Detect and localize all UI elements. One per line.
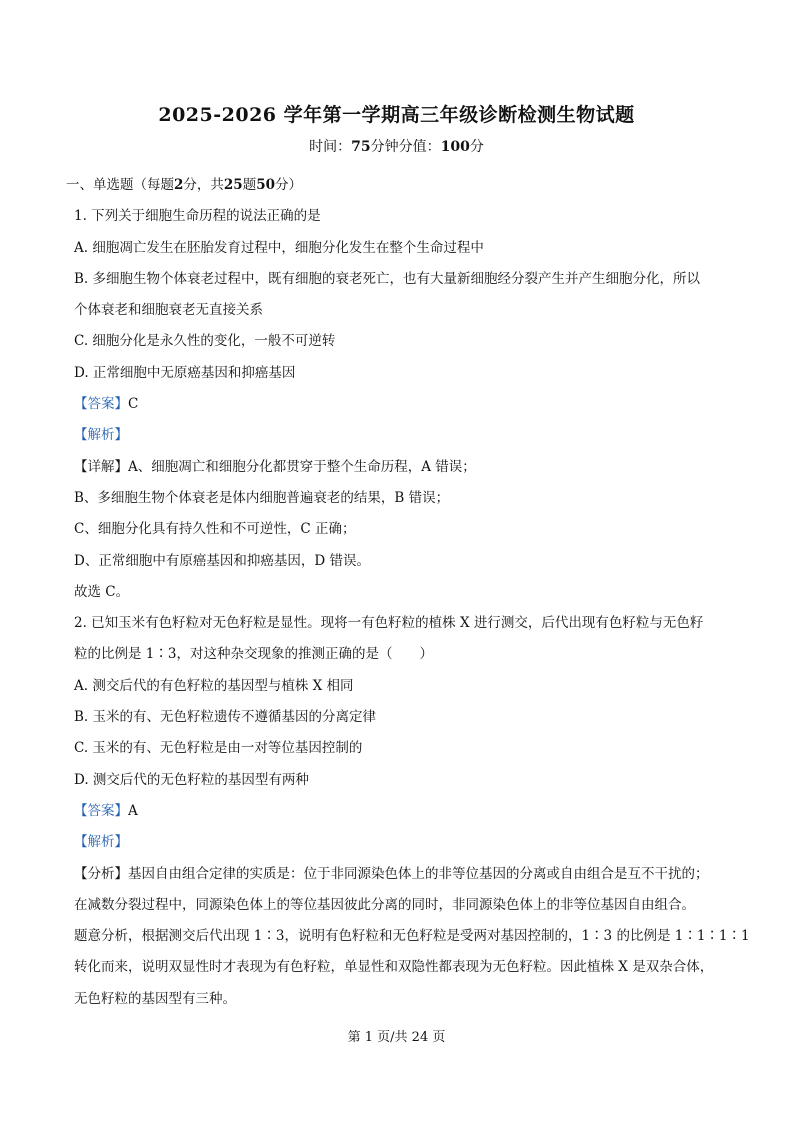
q2-fenxi-3: 题意分析，根据测交后代出现 1∶3，说明有色籽粒和无色籽粒是受两对基因控制的，1∶3 的比例是 1∶1∶1∶1 — [74, 928, 750, 945]
exam-meta — [0, 136, 793, 156]
q1-option-b-line1: B. 多细胞生物个体衰老过程中，既有细胞的衰老死亡，也有大量新细胞经分裂产生并产生细胞分化，所以 — [74, 270, 701, 287]
q2-option-d: D. 测交后代的无色籽粒的基因型有两种 — [74, 771, 309, 788]
q1-conclusion: 故选 C。 — [74, 583, 130, 600]
q1-detail-3: C、细胞分化具有持久性和不可逆性，C 正确； — [74, 521, 356, 538]
q1-analysis — [74, 420, 724, 451]
q2-fenxi-1: 【分析】基因自由组合定律的实质是：位于非同源染色体上的非等位基因的分离或自由组合是互不干扰的； — [74, 865, 709, 882]
answer-value: A — [128, 802, 138, 819]
time-value: 75 — [351, 139, 371, 155]
detail-label: 【详解】 — [74, 458, 128, 475]
meta-unit: 分 — [469, 139, 484, 155]
q2-stem-line1: 2. 已知玉米有色籽粒对无色籽粒是显性。现将一有色籽粒的植株 X 进行测交，后代出现有色籽粒与无色籽 — [74, 615, 704, 632]
answer-value: C — [128, 396, 139, 413]
q2-fenxi-2: 在减数分裂过程中，同源染色体上的等位基因彼此分离的同时，非同源染色体上的非等位基因自由组合。 — [74, 896, 695, 913]
q2-option-c: C. 玉米的有、无色籽粒是由一对等位基因控制的 — [74, 740, 363, 757]
q2-fenxi-5: 无色籽粒的基因型有三种。 — [74, 990, 236, 1007]
q2-stem-line2: 粒的比例是 1∶3，对这种杂交现象的推测正确的是（ ） — [74, 646, 433, 663]
q2-analysis — [74, 827, 724, 858]
q1-detail-1: 【详解】A、细胞凋亡和细胞分化都贯穿于整个生命历程，A 错误； — [74, 458, 476, 475]
q1-option-c: C. 细胞分化是永久性的变化，一般不可逆转 — [74, 333, 336, 350]
section-heading: 一、单选题（每题2分，共25题50分） — [66, 177, 302, 193]
q1-option-b-line2: 个体衰老和细胞衰老无直接关系 — [74, 302, 263, 319]
q1-detail-4: D、正常细胞中有原癌基因和抑癌基因，D 错误。 — [74, 552, 370, 569]
q2-answer — [74, 796, 724, 827]
q1-detail-2: B、多细胞生物个体衰老是体内细胞普遍衰老的结果，B 错误； — [74, 489, 450, 506]
q1-answer — [74, 389, 724, 420]
analysis-label: 【解析】 — [74, 427, 128, 444]
answer-label: 【答案】 — [74, 802, 128, 819]
analysis-label: 【解析】 — [74, 834, 128, 851]
q2-option-b: B. 玉米的有、无色籽粒遗传不遵循基因的分离定律 — [74, 709, 377, 726]
q1-option-a: A. 细胞凋亡发生在胚胎发育过程中，细胞分化发生在整个生命过程中 — [74, 239, 484, 256]
q2-fenxi-4: 转化而来，说明双显性时才表现为有色籽粒，单显性和双隐性都表现为无色籽粒。因此植株 X 是双杂合体， — [74, 959, 714, 976]
fenxi-label: 【分析】 — [74, 865, 128, 882]
time-label: 时间： — [309, 139, 352, 155]
answer-label: 【答案】 — [74, 396, 128, 413]
page-footer: 第 1 页/共 24 页 — [347, 1030, 446, 1045]
q1-stem: 1. 下列关于细胞生命历程的说法正确的是 — [74, 208, 321, 225]
document-body — [66, 170, 750, 1015]
q1-option-d: D. 正常细胞中无原癌基因和抑癌基因 — [74, 364, 296, 381]
score-value: 100 — [440, 139, 470, 155]
meta-mid: 分钟分值： — [370, 139, 441, 155]
q2-option-a: A. 测交后代的有色籽粒的基因型与植株 X 相同 — [74, 677, 354, 694]
page-title: 2025-2026 学年第一学期高三年级诊断检测生物试题 — [158, 104, 635, 126]
